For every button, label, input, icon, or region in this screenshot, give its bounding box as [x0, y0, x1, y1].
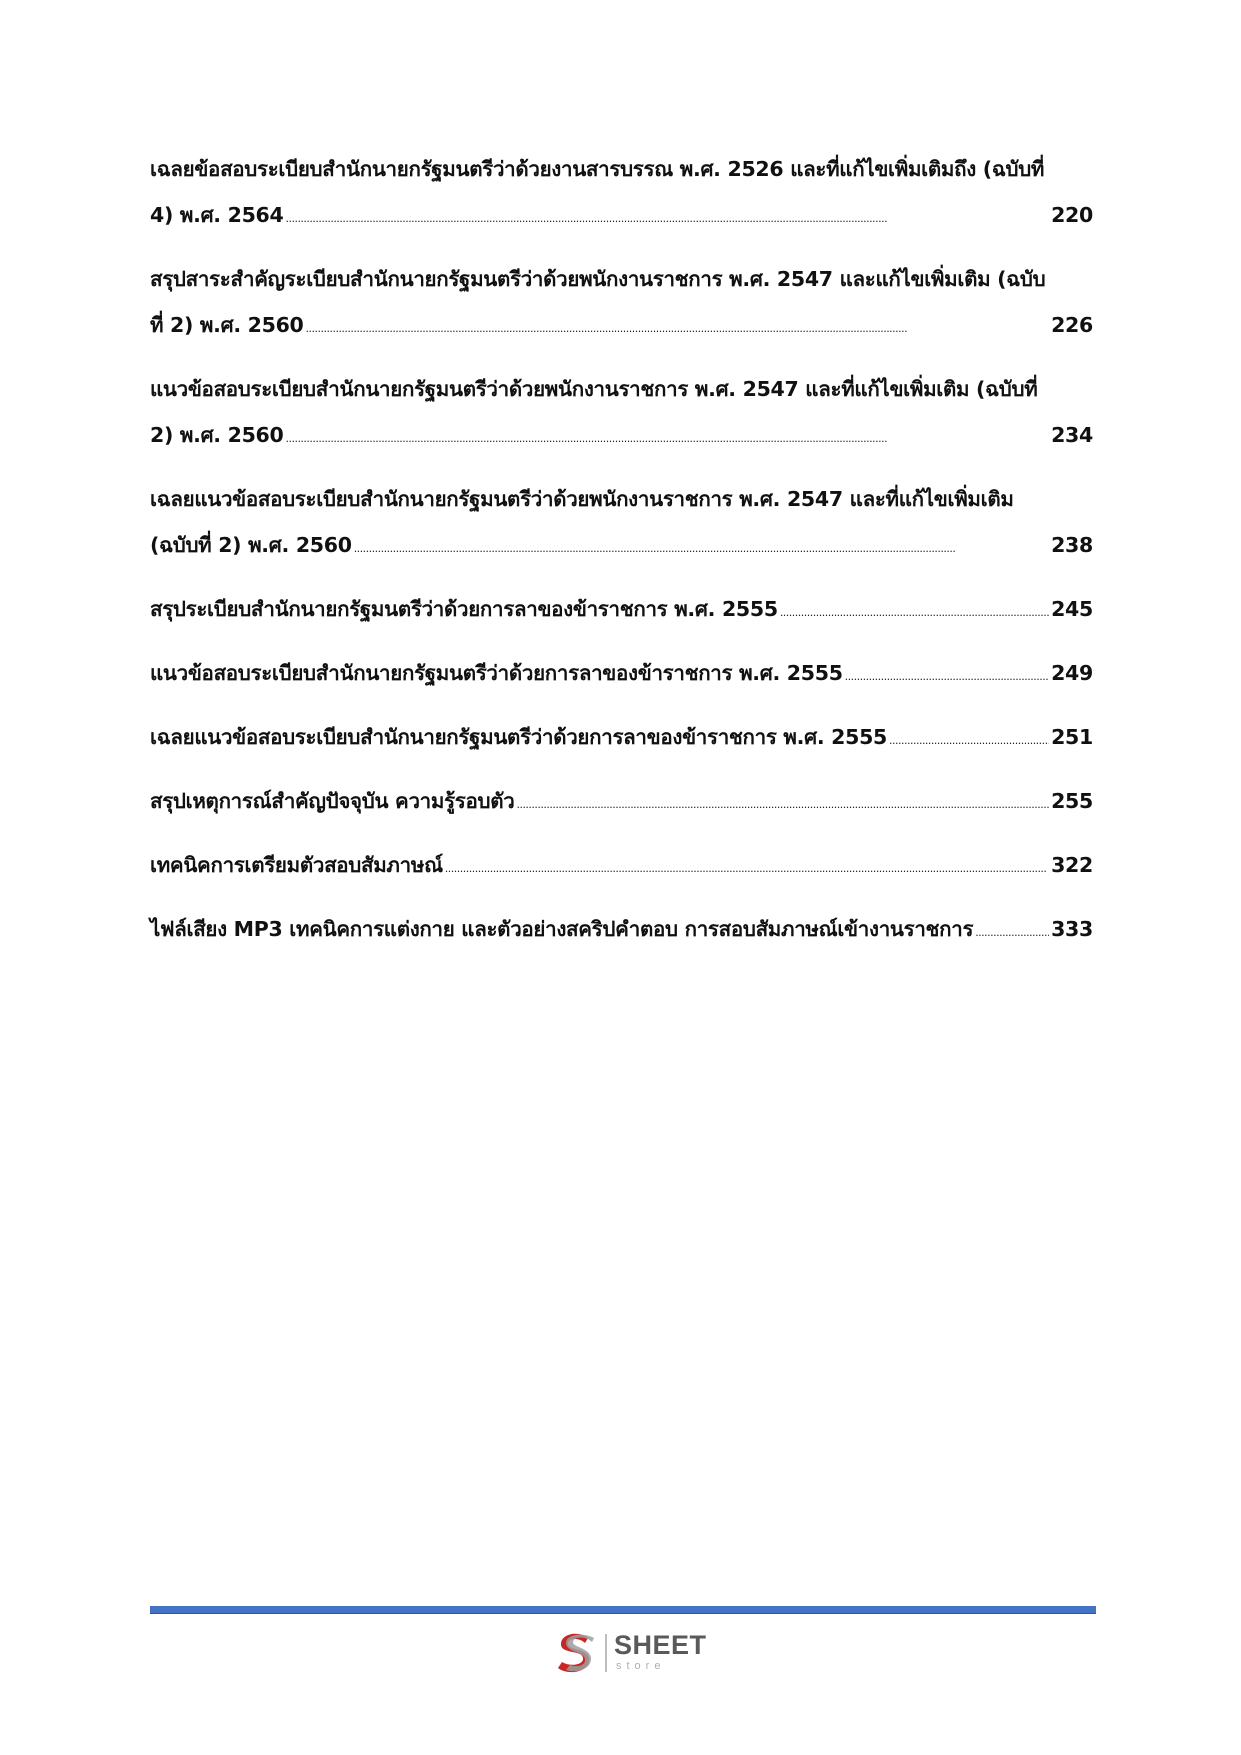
toc-page-number: 220 — [1051, 203, 1093, 227]
table-of-contents — [150, 146, 1093, 970]
toc-page-number: 255 — [1051, 789, 1093, 813]
logo-subtitle: store — [616, 1660, 666, 1672]
toc-entry-title-line — [150, 650, 1093, 700]
toc-entry-title-line — [150, 714, 1093, 764]
toc-entry[interactable] — [150, 842, 1093, 892]
toc-entry-title-line2 — [150, 302, 1093, 352]
toc-entry-title-line2 — [150, 192, 1093, 242]
toc-entry-title: เฉลยแนวข้อสอบระเบียบสำนักนายกรัฐมนตรีว่าด้วยการลาของข้าราชการ พ.ศ. 2555 — [150, 725, 888, 749]
toc-page-number: 251 — [1051, 725, 1093, 749]
toc-page-number: 333 — [1051, 917, 1093, 941]
toc-entry-title-line1: เฉลยข้อสอบระเบียบสำนักนายกรัฐมนตรีว่าด้วยงานสารบรรณ พ.ศ. 2526 และที่แก้ไขเพิ่มเติมถึง (ฉบับที่ — [150, 157, 1045, 181]
dot-leader — [780, 586, 1049, 636]
toc-entry-title-end: 4) พ.ศ. 2564 — [150, 203, 284, 227]
toc-entry-title-line1: สรุปสาระสำคัญระเบียบสำนักนายกรัฐมนตรีว่าด้วยพนักงานราชการ พ.ศ. 2547 และแก้ไขเพิ่มเติม (ฉบับ — [150, 267, 1046, 291]
toc-entry-title-line — [150, 906, 1093, 956]
dot-leader — [516, 778, 1049, 828]
toc-page-number: 245 — [1051, 597, 1093, 621]
toc-entry-title-line2 — [150, 412, 1093, 462]
toc-entry[interactable] — [150, 714, 1093, 764]
dot-leader — [285, 192, 1049, 242]
toc-entry[interactable] — [150, 366, 1093, 462]
toc-entry[interactable] — [150, 586, 1093, 636]
sheet-store-logo — [552, 1628, 722, 1678]
toc-page-number: 322 — [1051, 853, 1093, 877]
toc-entry-title: สรุปเหตุการณ์สำคัญปัจจุบัน ความรู้รอบตัว — [150, 789, 515, 813]
footer-rule — [150, 1606, 1096, 1614]
logo-wordmark: SHEET — [614, 1630, 707, 1660]
toc-entry-title-line — [150, 586, 1093, 636]
toc-entry[interactable] — [150, 256, 1093, 352]
toc-entry-title: เทคนิคการเตรียมตัวสอบสัมภาษณ์ — [150, 853, 443, 877]
toc-entry[interactable] — [150, 476, 1093, 572]
toc-entry-title-end: ที่ 2) พ.ศ. 2560 — [150, 313, 304, 337]
dot-leader — [845, 650, 1049, 700]
toc-entry-title-end: 2) พ.ศ. 2560 — [150, 423, 284, 447]
dot-leader — [445, 842, 1049, 892]
toc-entry-title-line1: เฉลยแนวข้อสอบระเบียบสำนักนายกรัฐมนตรีว่าด้วยพนักงานราชการ พ.ศ. 2547 และที่แก้ไขเพิ่มเติม — [150, 487, 1014, 511]
logo-separator — [605, 1634, 607, 1672]
toc-entry-title-end: (ฉบับที่ 2) พ.ศ. 2560 — [150, 533, 352, 557]
toc-page-number: 238 — [1051, 533, 1093, 557]
toc-entry[interactable] — [150, 778, 1093, 828]
dot-leader — [285, 412, 1049, 462]
toc-page-number: 226 — [1051, 313, 1093, 337]
toc-entry-title-line — [150, 842, 1093, 892]
toc-page-number: 249 — [1051, 661, 1093, 685]
toc-entry-title-line — [150, 778, 1093, 828]
toc-entry-title: สรุประเบียบสำนักนายกรัฐมนตรีว่าด้วยการลาของข้าราชการ พ.ศ. 2555 — [150, 597, 778, 621]
toc-entry-title: แนวข้อสอบระเบียบสำนักนายกรัฐมนตรีว่าด้วยการลาของข้าราชการ พ.ศ. 2555 — [150, 661, 843, 685]
dot-leader — [306, 302, 1050, 352]
toc-page-number: 234 — [1051, 423, 1093, 447]
dot-leader — [889, 714, 1049, 764]
toc-entry[interactable] — [150, 650, 1093, 700]
toc-entry-title: ไฟล์เสียง MP3 เทคนิคการแต่งกาย และตัวอย่างสคริปคำตอบ การสอบสัมภาษณ์เข้างานราชการ — [150, 917, 974, 941]
dot-leader — [354, 522, 1049, 572]
sheet-store-logo-icon — [552, 1630, 598, 1676]
toc-entry-title-line2 — [150, 522, 1093, 572]
toc-entry[interactable] — [150, 906, 1093, 956]
toc-entry[interactable] — [150, 146, 1093, 242]
toc-entry-title-line1: แนวข้อสอบระเบียบสำนักนายกรัฐมนตรีว่าด้วยพนักงานราชการ พ.ศ. 2547 และที่แก้ไขเพิ่มเติม (ฉบับที่ — [150, 377, 1038, 401]
dot-leader — [975, 906, 1049, 956]
